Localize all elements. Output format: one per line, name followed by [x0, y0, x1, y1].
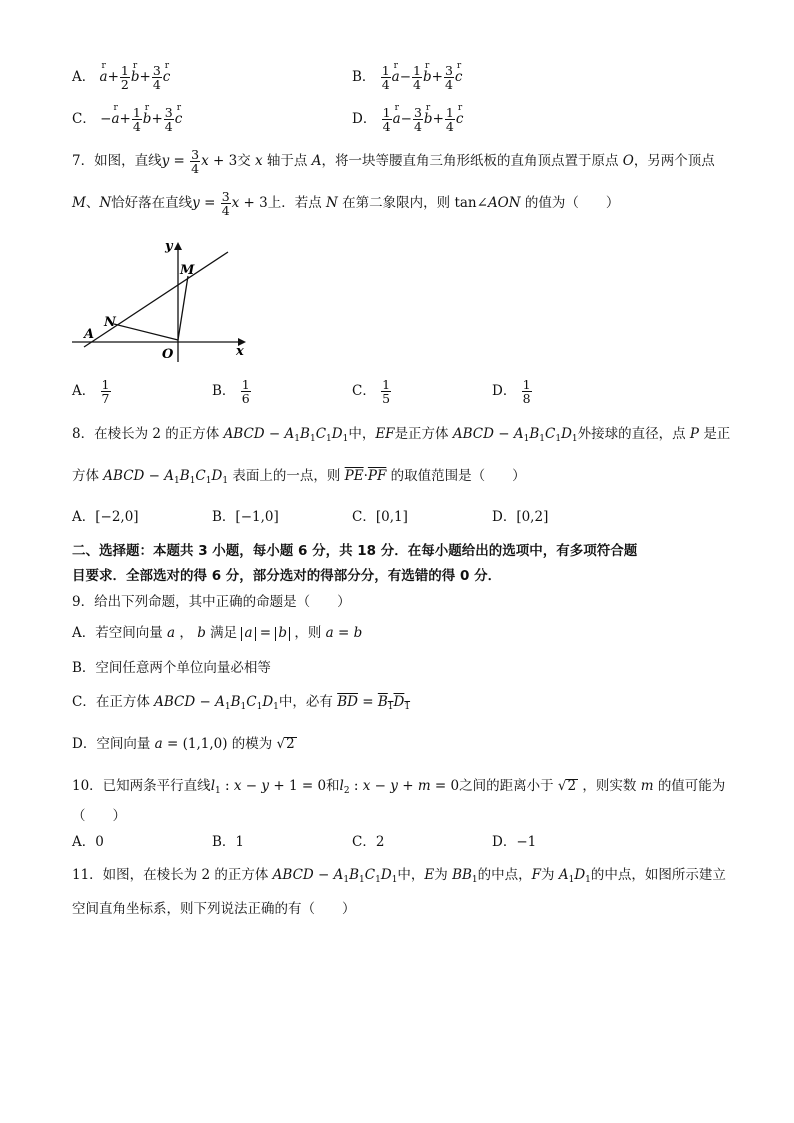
label-a: A [84, 327, 95, 342]
q7-option-b: B． $\frac{1}{6}$ [212, 377, 250, 407]
label-n: N [104, 315, 116, 330]
segment-on [114, 324, 178, 340]
option-label: A． [72, 69, 96, 86]
q10-option-d: D．−1 [492, 834, 537, 850]
q8-option-b: B．[−1,0] [212, 509, 279, 525]
segment-om [178, 276, 188, 340]
label-o: O [162, 347, 174, 362]
option-label: C． [72, 111, 96, 128]
section2-heading-line1: 二、选择题：本题共 3 小题，每小题 6 分，共 18 分．在每小题给出的选项中，有多项符合题 [72, 543, 638, 559]
q10-stem-line1: 10．已知两条平行直线$l_1$ : x − y + 1 = 0和$l_2$ : x − y + m = 0之间的距离小于 √2 ，则实数 m 的值可能为 [72, 778, 726, 796]
q9-option-a: A．若空间向量 a ， b 满足 a = b ，则 a = b [72, 625, 363, 641]
q8-stem-line1: 8．在棱长为 2 的正方体 ABCD − $A_1B_1C_1D_1$中，EF是正方体 ABCD − $A_1B_1C_1D_1$外接球的直径，点 P 是正 [72, 426, 731, 444]
label-y: y [165, 239, 173, 254]
option-label: B． [352, 69, 376, 86]
q9-stem: 9．给出下列命题，其中正确的命题是（ ） [72, 594, 351, 610]
q10-stem-line2: （ ） [72, 808, 126, 824]
q10-option-b: B．1 [212, 834, 245, 850]
q8-option-d: D．[0,2] [492, 509, 549, 525]
q9-option-c: C．在正方体 ABCD − $A_1B_1C_1D_1$中，必有 $\overline{BD} = B_1D_1$ [72, 694, 411, 712]
q9-option-d: D．空间向量 a = (1,1,0) 的模为 √2 [72, 736, 295, 752]
q7-figure [68, 236, 258, 368]
option-label: D． [352, 111, 377, 128]
q6-option-b: B． $\frac{1}{4}$ r a− $\frac{1}{4}$ r b+ $\frac{3}{4}$ r c [352, 64, 462, 91]
q9-option-b: B．空间任意两个单位向量必相等 [72, 660, 271, 676]
q7-option-d: D． $\frac{1}{8}$ [492, 377, 531, 407]
q10-option-a: A．0 [72, 834, 104, 850]
q10-option-c: C．2 [352, 834, 385, 850]
q7-option-a: A． $\frac{1}{7}$ [72, 377, 110, 407]
section2-heading-line2: 目要求．全部选对的得 6 分，部分选对的得部分分，有选错的得 0 分． [72, 568, 502, 584]
q11-stem-line2: 空间直角坐标系，则下列说法正确的有（ ） [72, 901, 356, 917]
q8-option-c: C．[0,1] [352, 509, 408, 525]
q8-stem-line2: 方体 ABCD − $A_1B_1C_1D_1$ 表面上的一点，则 $\overline{PE}\cdot\overline{PF}$ 的取值范围是（ ） [72, 468, 526, 486]
q6-option-d: D． $\frac{1}{4}$ r a− $\frac{3}{4}$ r b+ $\frac{1}{4}$ r c [352, 106, 463, 133]
label-x: x [236, 344, 244, 359]
q8-option-a: A．[−2,0] [72, 509, 139, 525]
q6-option-a: A． r a+ $\frac{1}{2}$ r b+ $\frac{3}{4}$ r c [72, 64, 170, 91]
label-m: M [180, 263, 195, 278]
q7-stem-line2: M、N恰好落在直线y = $\frac{3}{4}$ x + 3上．若点 N 在第二象限内，则 tan∠AON 的值为（ ） [72, 189, 620, 219]
line-y-eq [84, 252, 228, 347]
q7-stem-line1: 7．如图，直线y = $\frac{3}{4}$ x + 3交 x 轴于点 A，将一块等腰直角三角形纸板的直角顶点置于原点 O，另两个顶点 [72, 147, 715, 177]
q6-option-c: C． −r a+ $\frac{1}{4}$ r b+ $\frac{3}{4}$ r c [72, 106, 182, 133]
q11-stem-line1: 11．如图，在棱长为 2 的正方体 ABCD − $A_1B_1C_1D_1$中，E为 $BB_1$的中点，F为 $A_1D_1$的中点，如图所示建立 [72, 867, 726, 885]
q7-option-c: C． $\frac{1}{5}$ [352, 377, 391, 407]
y-axis-arrow [174, 242, 182, 250]
